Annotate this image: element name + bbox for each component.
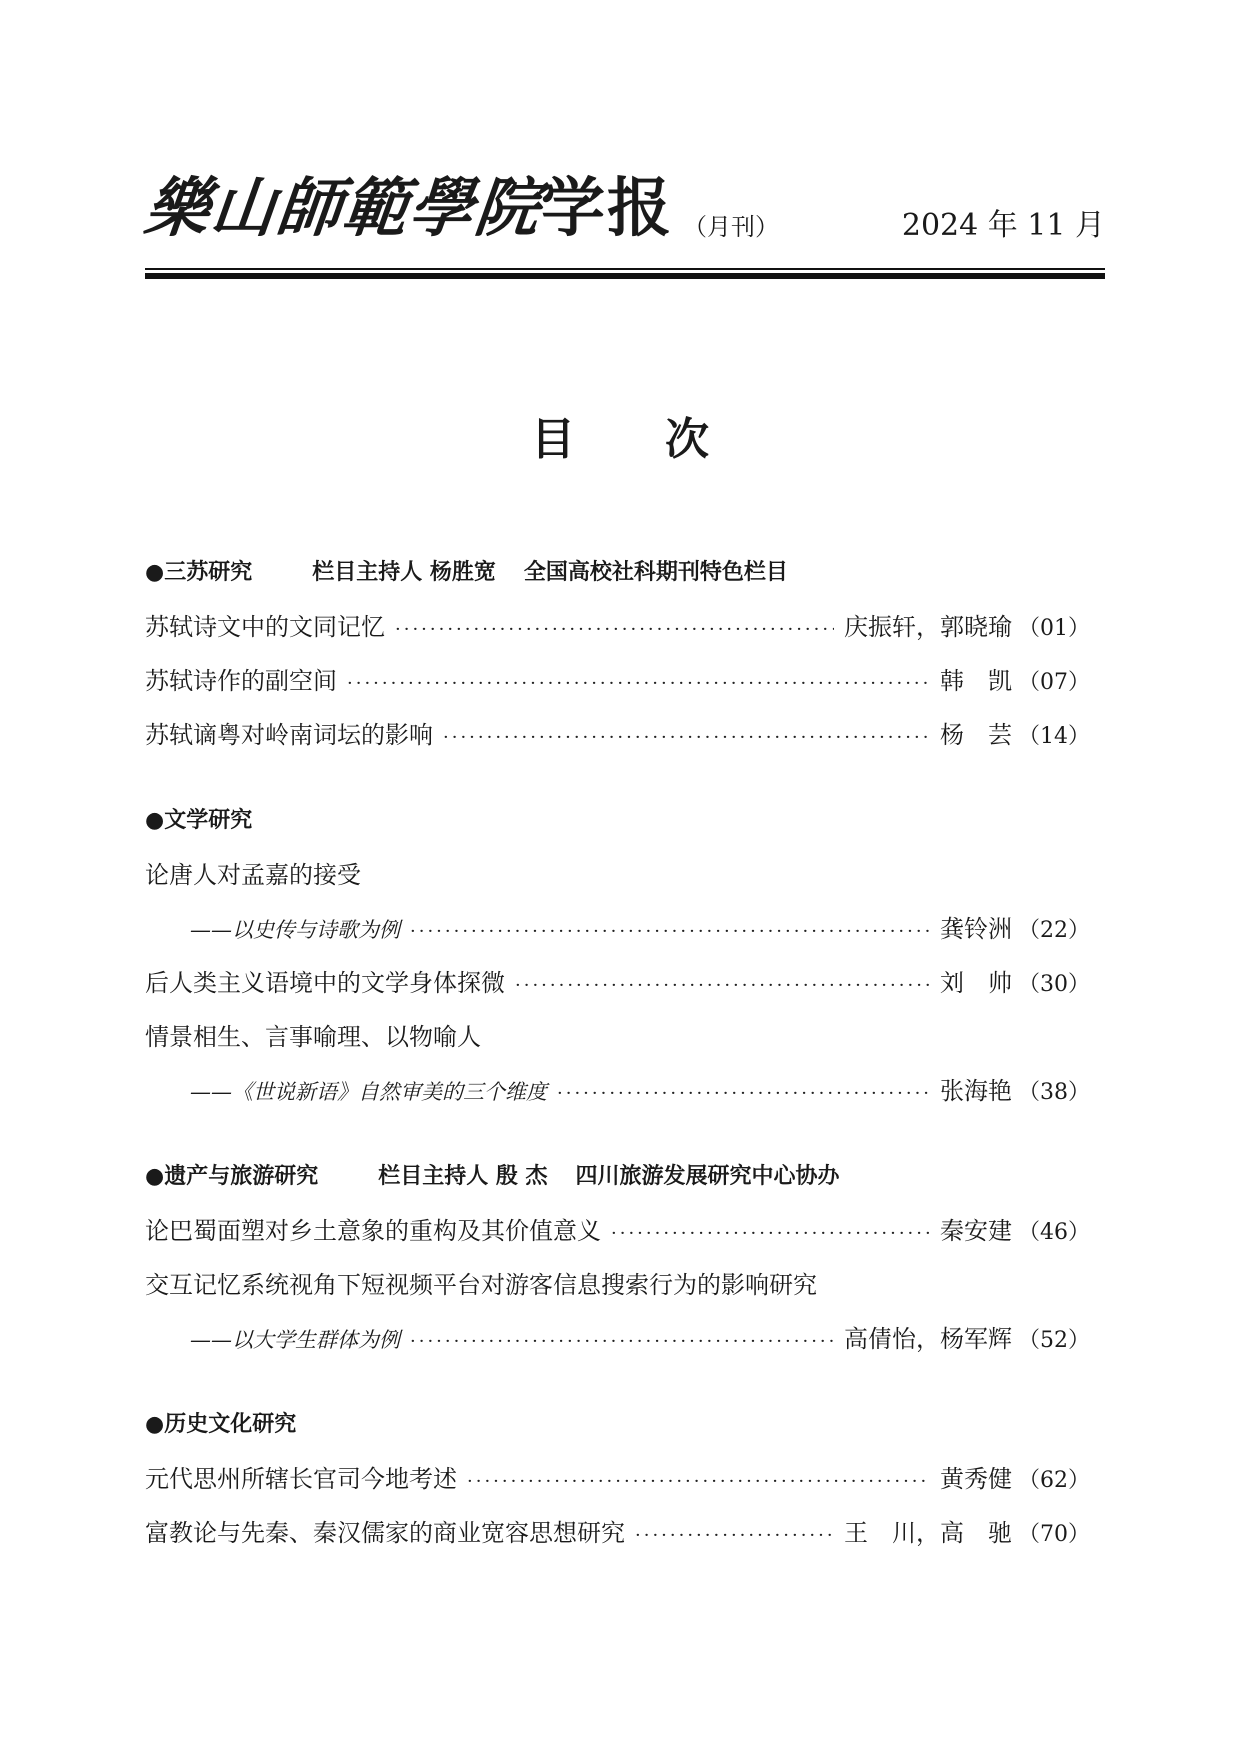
toc-entry[interactable] xyxy=(145,663,1090,699)
dot-leader xyxy=(347,666,930,702)
article-title: 后人类主义语境中的文学身体探微 xyxy=(145,969,505,997)
section-title: ●历史文化研究 xyxy=(145,1412,297,1437)
dot-leader xyxy=(410,1324,834,1360)
page-number: （07） xyxy=(1018,670,1090,695)
article-author: 龚铃洲 xyxy=(940,915,1012,943)
dot-leader xyxy=(515,968,930,1004)
article-author: 黄秀健 xyxy=(940,1465,1012,1493)
section-note: 四川旅游发展研究中心协办 xyxy=(575,1164,840,1189)
article-author: 秦安建 xyxy=(940,1217,1012,1245)
journal-name-logo: 樂山師範學院 xyxy=(141,171,545,246)
page-number: （01） xyxy=(1018,616,1090,641)
article-author: 杨 芸 xyxy=(940,721,1012,749)
page-number: （46） xyxy=(1018,1220,1090,1245)
article-subtitle: ——《世说新语》自然审美的三个维度 xyxy=(190,1080,547,1104)
article-title: 元代思州所辖长官司今地考述 xyxy=(145,1465,457,1493)
page-number: （52） xyxy=(1018,1328,1090,1353)
section-title: ●三苏研究 xyxy=(145,560,253,585)
article-title: 论唐人对孟嘉的接受 xyxy=(145,861,361,889)
toc-entry[interactable] xyxy=(145,1461,1090,1497)
dot-leader xyxy=(557,1076,930,1112)
toc-section xyxy=(145,555,1090,753)
toc-entry[interactable] xyxy=(145,1515,1090,1551)
toc-section xyxy=(145,1159,1090,1357)
page-number: （62） xyxy=(1018,1468,1090,1493)
page-number: （14） xyxy=(1018,724,1090,749)
dot-leader xyxy=(443,720,930,756)
article-author: 高倩怡，杨军辉 xyxy=(844,1325,1012,1353)
toc-entry[interactable] xyxy=(145,1321,1090,1357)
article-subtitle: ——以大学生群体为例 xyxy=(190,1328,400,1352)
toc-entry[interactable] xyxy=(145,1213,1090,1249)
article-author: 庆振轩，郭晓瑜 xyxy=(844,613,1012,641)
dot-leader xyxy=(611,1216,930,1252)
section-editor: 栏目主持人 殷 杰 xyxy=(378,1164,548,1189)
table-of-contents xyxy=(145,555,1090,1601)
toc-section xyxy=(145,1407,1090,1551)
article-author: 韩 凯 xyxy=(940,667,1012,695)
article-title: 论巴蜀面塑对乡土意象的重构及其价值意义 xyxy=(145,1217,601,1245)
dot-leader xyxy=(410,914,930,950)
page-number: （30） xyxy=(1018,972,1090,997)
section-note: 全国高校社科期刊特色栏目 xyxy=(523,560,788,585)
toc-entry[interactable] xyxy=(145,1073,1090,1109)
dot-leader xyxy=(635,1518,834,1554)
article-title: 富教论与先秦、秦汉儒家的商业宽容思想研究 xyxy=(145,1519,625,1547)
toc-entry[interactable] xyxy=(145,609,1090,645)
article-subtitle: ——以史传与诗歌为例 xyxy=(190,918,400,942)
article-author: 刘 帅 xyxy=(940,969,1012,997)
toc-title: 目次 xyxy=(531,414,799,465)
header-rule-thick xyxy=(145,273,1105,279)
header-rule-thin xyxy=(145,268,1105,270)
article-title: 情景相生、言事喻理、以物喻人 xyxy=(145,1023,481,1051)
section-editor: 栏目主持人 杨胜宽 xyxy=(312,560,496,585)
article-title: 苏轼诗作的副空间 xyxy=(145,667,337,695)
article-author: 王 川，高 驰 xyxy=(844,1519,1012,1547)
article-title: 苏轼诗文中的文同记忆 xyxy=(145,613,385,641)
section-title: ●文学研究 xyxy=(145,808,253,833)
section-heading xyxy=(145,1159,1090,1195)
dot-leader xyxy=(467,1464,930,1500)
journal-header xyxy=(141,170,1105,280)
section-heading xyxy=(145,555,1090,591)
section-heading xyxy=(145,803,1090,839)
journal-name xyxy=(141,171,673,246)
article-title: 交互记忆系统视角下短视频平台对游客信息搜索行为的影响研究 xyxy=(145,1271,817,1299)
page-number: （22） xyxy=(1018,918,1090,943)
toc-entry-title-line[interactable] xyxy=(145,1267,1090,1303)
toc-entry[interactable] xyxy=(145,911,1090,947)
page-number: （38） xyxy=(1018,1080,1090,1105)
section-heading xyxy=(145,1407,1090,1443)
toc-entry-title-line[interactable] xyxy=(145,857,1090,893)
toc-section xyxy=(145,803,1090,1109)
toc-entry-title-line[interactable] xyxy=(145,1019,1090,1055)
journal-name-suffix: 学报 xyxy=(541,171,673,246)
dot-leader xyxy=(395,612,834,648)
page-number: （70） xyxy=(1018,1522,1090,1547)
frequency-label: （月刊） xyxy=(683,213,779,241)
section-title: ●遗产与旅游研究 xyxy=(145,1164,319,1189)
toc-entry[interactable] xyxy=(145,965,1090,1001)
toc-entry[interactable] xyxy=(145,717,1090,753)
article-title: 苏轼谪粤对岭南词坛的影响 xyxy=(145,721,433,749)
article-author: 张海艳 xyxy=(940,1077,1012,1105)
issue-date: 2024 年 11 月 xyxy=(901,208,1105,243)
